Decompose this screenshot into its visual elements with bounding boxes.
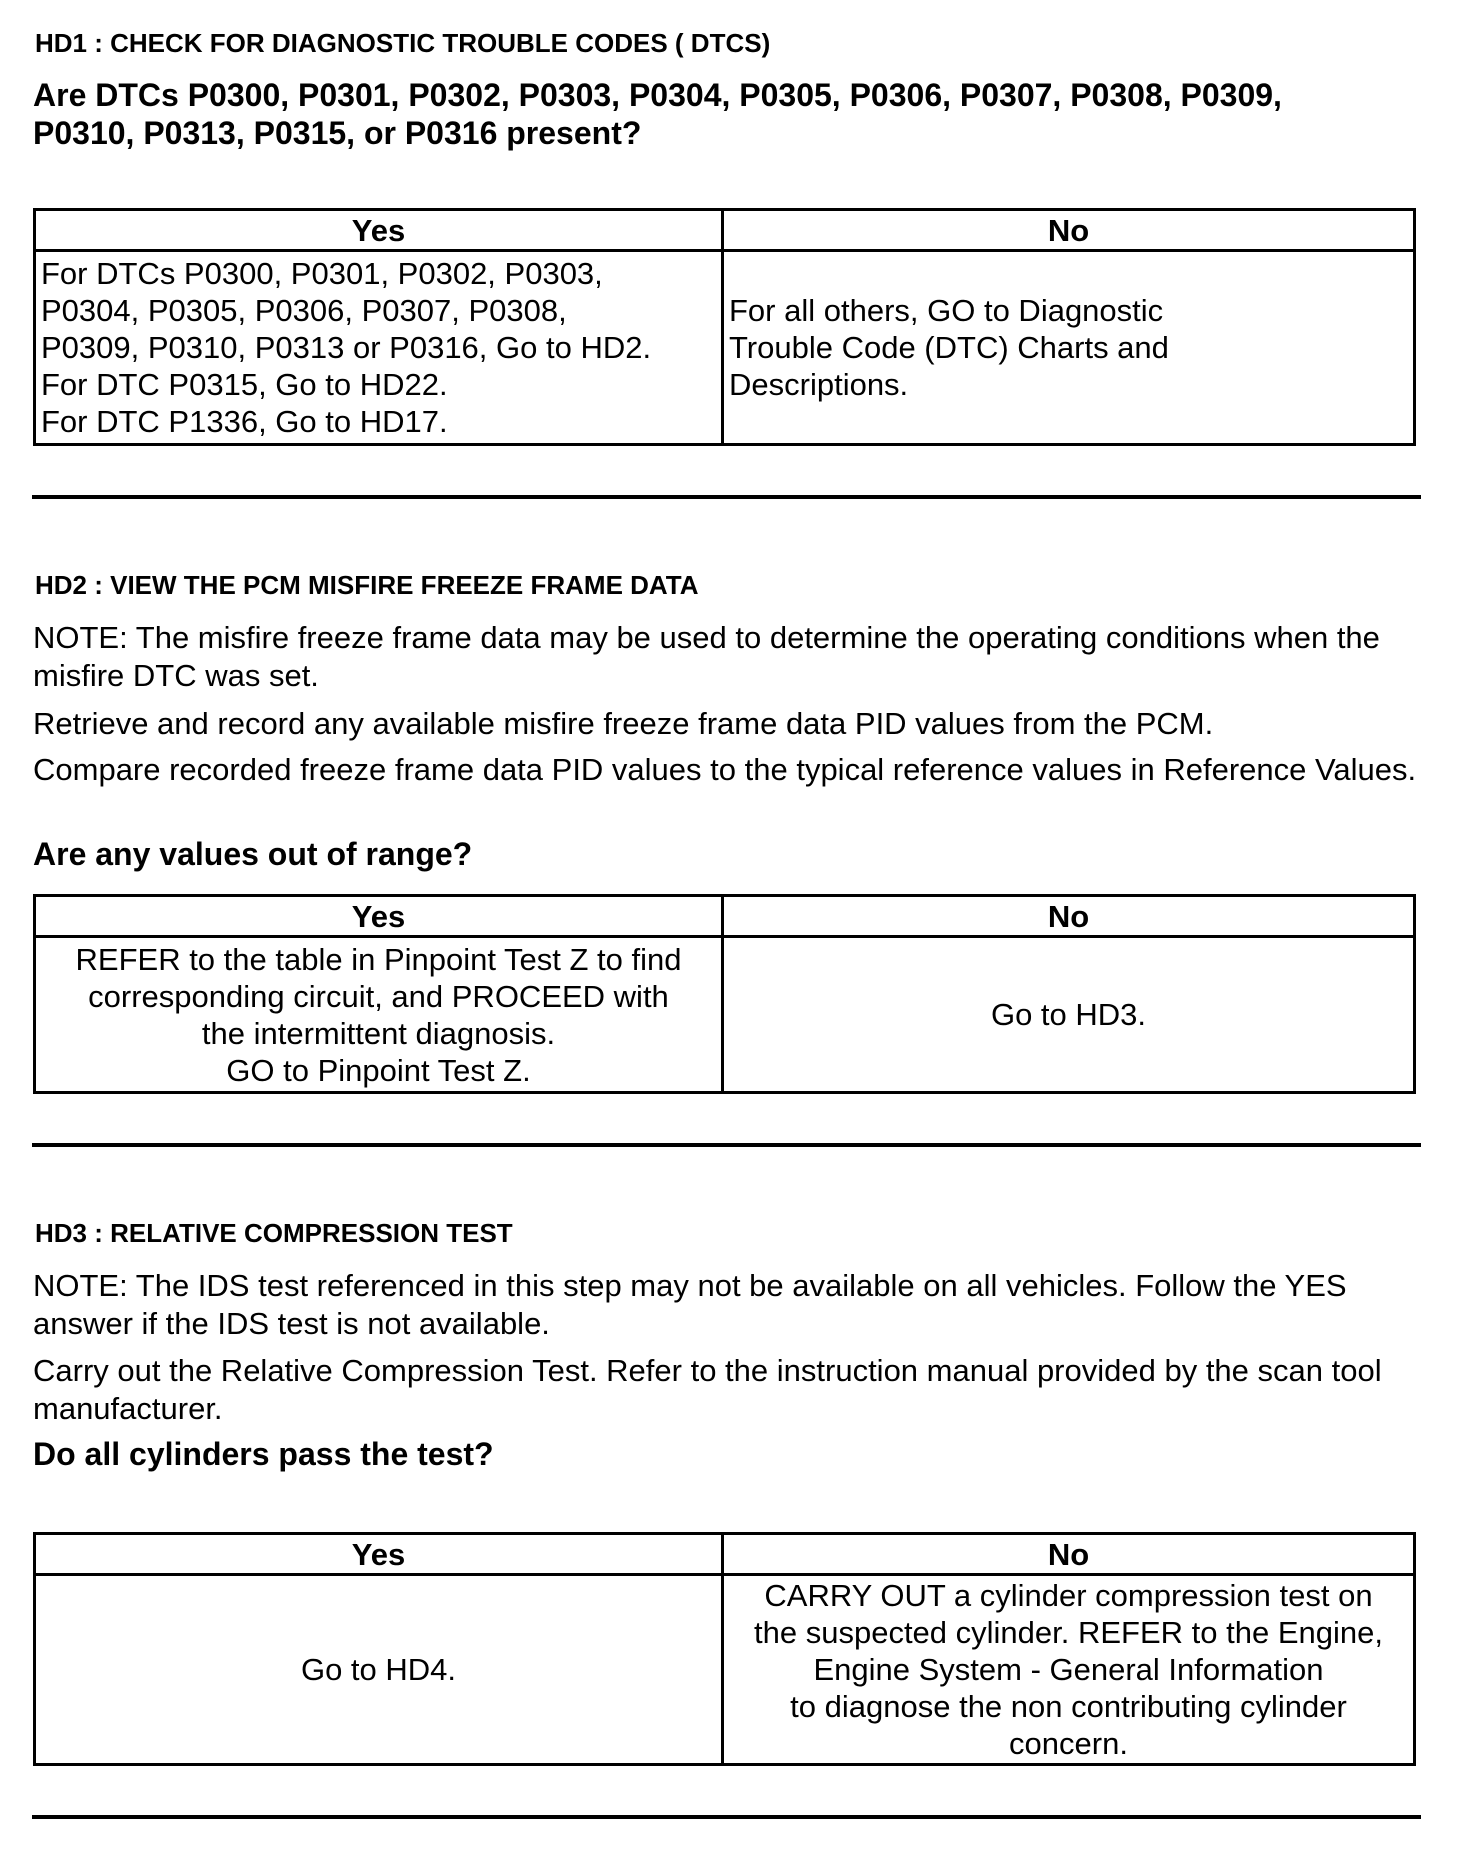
hd2-instruction-retrieve: Retrieve and record any available misfire freeze frame data PID values from the PCM. xyxy=(33,706,1214,741)
hd3-no-header: No xyxy=(723,1534,1415,1575)
hd1-yes-line: For DTC P1336, Go to HD17. xyxy=(41,404,448,439)
hd3-no-line: the suspected cylinder. REFER to the Engine, xyxy=(754,1615,1383,1650)
hd1-no-line: Descriptions. xyxy=(729,367,909,402)
hd2-yes-line: the intermittent diagnosis. xyxy=(201,1015,556,1051)
hd1-yes-cell xyxy=(35,251,723,445)
hd1-yes-line: P0309, P0310, P0313 or P0316, Go to HD2. xyxy=(41,330,652,365)
hd1-yes-line: For DTCs P0300, P0301, P0302, P0303, xyxy=(41,256,603,291)
hd1-yes-line: P0304, P0305, P0306, P0307, P0308, xyxy=(41,293,567,328)
hd2-yes-cell xyxy=(35,937,723,1093)
hd3-question: Do all cylinders pass the test? xyxy=(33,1436,494,1472)
hd1-question-line: Are DTCs P0300, P0301, P0302, P0303, P0304, P0305, P0306, P0307, P0308, P0309, xyxy=(33,77,1282,113)
hd3-no-cell xyxy=(723,1575,1415,1765)
hd2-yes-line: corresponding circuit, and PROCEED with xyxy=(88,978,669,1014)
hd2-no-cell: Go to HD3. xyxy=(723,937,1415,1093)
hd3-no-line: CARRY OUT a cylinder compression test on xyxy=(764,1578,1373,1613)
hd2-yes-line: REFER to the table in Pinpoint Test Z to find xyxy=(75,941,682,977)
hd2-note: NOTE: The misfire freeze frame data may be used to determine the operating conditions when the misfire DTC was set. xyxy=(33,620,1380,693)
hd2-question: Are any values out of range? xyxy=(33,836,473,872)
hd1-yes-line: For DTC P0315, Go to HD22. xyxy=(41,367,448,402)
hd3-yes-no-table xyxy=(33,1532,1416,1766)
section-divider xyxy=(32,1815,1421,1819)
hd3-no-line: concern. xyxy=(1009,1726,1128,1761)
section-divider xyxy=(32,495,1421,499)
hd1-header: HD1 : CHECK FOR DIAGNOSTIC TROUBLE CODES ( DTCS) xyxy=(35,28,771,58)
section-divider xyxy=(32,1143,1421,1147)
hd3-instruction: Carry out the Relative Compression Test. Refer to the instruction manual provided by the scan tool manufacturer. xyxy=(33,1353,1382,1426)
hd2-instruction-compare: Compare recorded freeze frame data PID values to the typical reference values in Reference Values. xyxy=(33,752,1417,787)
hd2-header: HD2 : VIEW THE PCM MISFIRE FREEZE FRAME DATA xyxy=(35,570,699,600)
hd2-no-header: No xyxy=(723,896,1415,937)
hd1-yes-header: Yes xyxy=(35,210,723,251)
hd3-yes-cell: Go to HD4. xyxy=(35,1575,723,1765)
hd3-no-line: to diagnose the non contributing cylinder xyxy=(790,1689,1347,1724)
hd1-question-line: P0310, P0313, P0315, or P0316 present? xyxy=(33,115,642,151)
hd1-no-cell xyxy=(723,251,1415,445)
hd3-no-line: Engine System - General Information xyxy=(813,1652,1324,1687)
hd3-yes-header: Yes xyxy=(35,1534,723,1575)
hd2-yes-no-table xyxy=(33,894,1416,1094)
hd3-note: NOTE: The IDS test referenced in this step may not be available on all vehicles. Follow the YES answer if the IDS test is not available. xyxy=(33,1268,1347,1341)
hd1-no-header: No xyxy=(723,210,1415,251)
hd3-header: HD3 : RELATIVE COMPRESSION TEST xyxy=(35,1218,513,1248)
hd1-no-line: Trouble Code (DTC) Charts and xyxy=(729,330,1169,365)
hd1-no-line: For all others, GO to Diagnostic xyxy=(729,293,1164,328)
hd2-yes-header: Yes xyxy=(35,896,723,937)
hd1-yes-no-table xyxy=(33,208,1416,446)
hd2-yes-line: GO to Pinpoint Test Z. xyxy=(226,1052,531,1088)
hd1-question xyxy=(33,76,1433,152)
